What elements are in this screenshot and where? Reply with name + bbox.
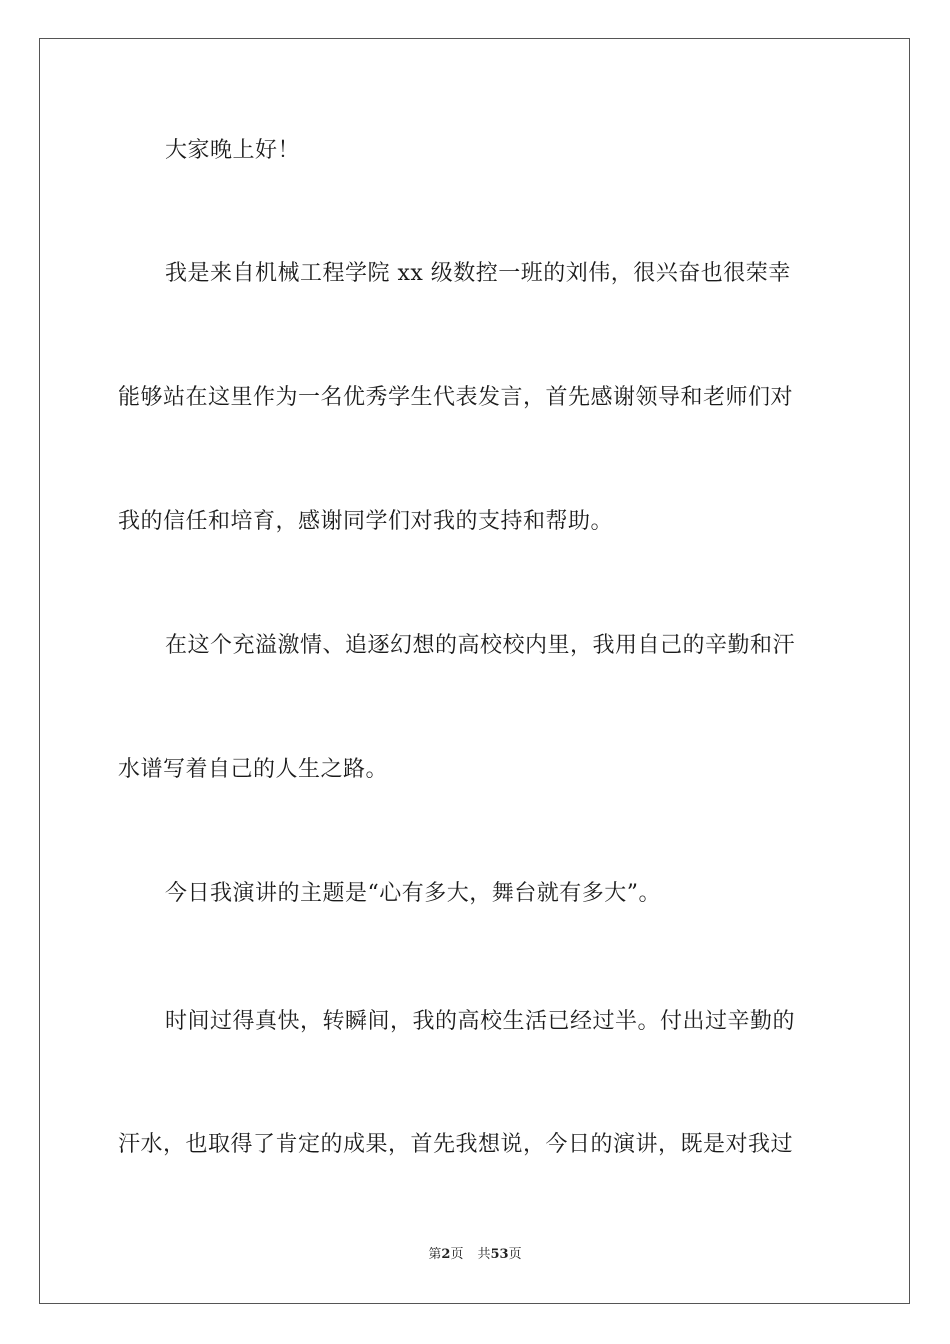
- footer-page-number: 2: [441, 1247, 451, 1262]
- paragraph-line: 能够站在这里作为一名优秀学生代表发言，首先感谢领导和老师们对: [118, 385, 794, 410]
- page-footer: [0, 1246, 950, 1264]
- footer-total-pages: 53: [490, 1247, 509, 1262]
- paragraph-line: 时间过得真快，转瞬间，我的高校生活已经过半。付出过辛勤的: [165, 1009, 796, 1034]
- page-frame: [39, 38, 910, 1304]
- footer-total-suffix: 页: [508, 1247, 522, 1262]
- paragraph-line: 我是来自机械工程学院 xx 级数控一班的刘伟，很兴奋也很荣幸: [165, 261, 791, 286]
- paragraph-line: 水谱写着自己的人生之路。: [118, 757, 389, 782]
- paragraph-line: 在这个充溢激情、追逐幻想的高校校内里，我用自己的辛勤和汗: [165, 633, 796, 658]
- footer-total-prefix: 共: [477, 1247, 491, 1262]
- paragraph-line: 大家晚上好！: [165, 138, 301, 163]
- footer-page-prefix: 第: [428, 1247, 442, 1262]
- paragraph-line: 我的信任和培育，感谢同学们对我的支持和帮助。: [118, 509, 614, 534]
- paragraph-line: 汗水，也取得了肯定的成果，首先我想说，今日的演讲，既是对我过: [118, 1132, 794, 1157]
- footer-page-suffix: 页: [450, 1247, 464, 1262]
- paragraph-line: 今日我演讲的主题是“心有多大，舞台就有多大”。: [165, 881, 661, 906]
